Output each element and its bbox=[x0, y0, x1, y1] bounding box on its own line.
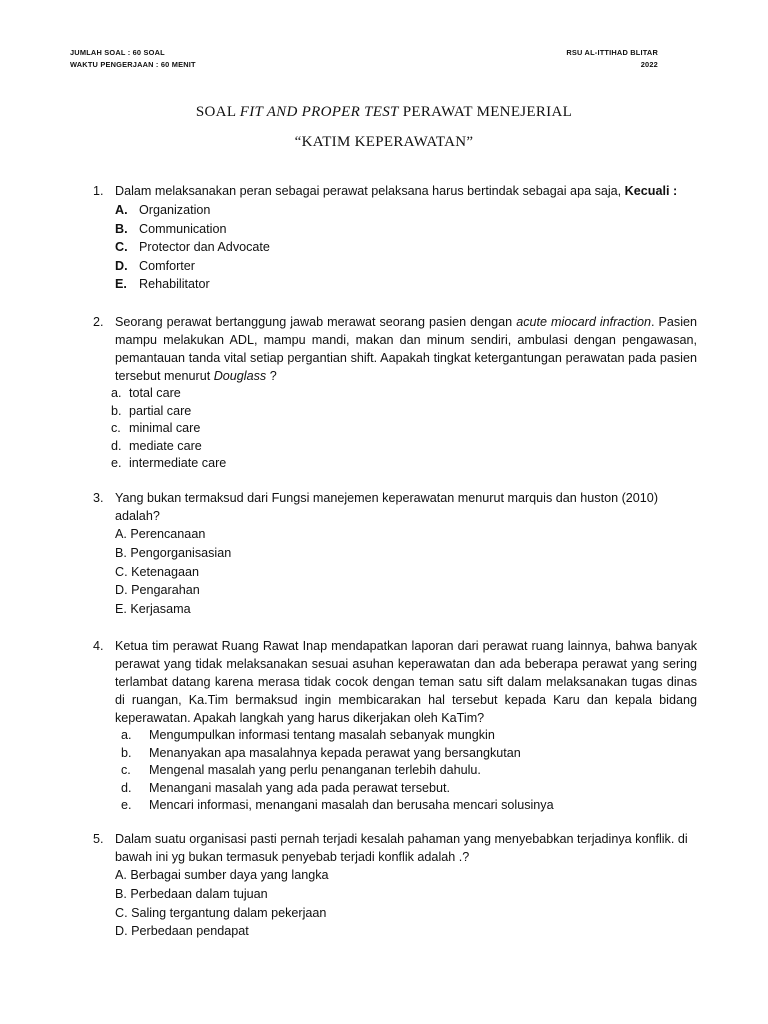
option-text: Mencari informasi, menangani masalah dan berusaha mencari solusinya bbox=[149, 798, 554, 812]
option-letter: e. bbox=[121, 798, 132, 812]
option-letter: d. bbox=[111, 438, 122, 453]
stem-italic-term: Douglass bbox=[213, 369, 267, 383]
question-3 bbox=[93, 489, 697, 619]
answer-option bbox=[115, 201, 697, 220]
answer-option: C. Ketenagaan bbox=[115, 564, 200, 579]
option-text: Mengumpulkan informasi tentang masalah sebanyak mungkin bbox=[149, 728, 495, 742]
option-letter: b. bbox=[121, 745, 132, 760]
answer-option: D. Pengarahan bbox=[115, 583, 200, 598]
option-letter: a. bbox=[111, 386, 122, 400]
option-letter: c. bbox=[111, 421, 121, 435]
option-letter: d. bbox=[121, 780, 132, 795]
document-subtitle: “KATIM KEPERAWATAN” bbox=[294, 134, 474, 150]
option-text: mediate care bbox=[129, 438, 202, 453]
answer-option bbox=[115, 727, 697, 745]
answer-options bbox=[115, 866, 697, 941]
answer-option bbox=[111, 403, 697, 421]
question-number: 3. bbox=[93, 491, 104, 505]
option-text: partial care bbox=[129, 403, 192, 418]
document-header-right bbox=[566, 47, 658, 71]
question-2 bbox=[93, 313, 697, 473]
answer-option bbox=[111, 385, 697, 403]
option-text: Menangani masalah yang ada pada perawat tersebut. bbox=[149, 780, 451, 795]
option-text: Menanyakan apa masalahnya kepada perawat yang bersangkutan bbox=[149, 745, 521, 760]
stem-italic-term: acute miocard infraction bbox=[516, 315, 651, 329]
header-duration: WAKTU PENGERJAAN : 60 MENIT bbox=[70, 60, 196, 69]
option-letter: c. bbox=[121, 763, 131, 777]
option-text: Protector dan Advocate bbox=[139, 240, 270, 255]
stem-text: Seorang perawat bertanggung jawab merawat seorang pasien dengan bbox=[115, 315, 517, 329]
answer-option: C. Saling tergantung dalam pekerjaan bbox=[115, 905, 327, 920]
option-text: Comforter bbox=[139, 258, 195, 273]
answer-option: A. Berbagai sumber daya yang langka bbox=[115, 868, 329, 882]
option-letter: b. bbox=[111, 403, 122, 418]
question-number: 2. bbox=[93, 315, 104, 329]
answer-option: A. Perencanaan bbox=[115, 527, 206, 541]
option-letter: C. bbox=[115, 240, 128, 255]
option-letter: B. bbox=[115, 221, 128, 236]
option-letter: A. bbox=[115, 203, 128, 217]
question-number: 5. bbox=[93, 832, 104, 846]
header-institution: RSU AL-ITTIHAD BLITAR bbox=[566, 48, 658, 57]
answer-option bbox=[111, 455, 697, 473]
question-number: 1. bbox=[93, 184, 104, 198]
stem-text: . Pasien mampu melakukan ADL, mampu mandi, makan dan minum sendiri, ambulasi dengan pengawasan, pemantauan tanda vital setiap pergantian shift. Aapakah tingkat ketergantungan perawatan pada pasien tersebut menurut bbox=[115, 315, 698, 383]
answer-option bbox=[115, 238, 697, 257]
option-text: total care bbox=[129, 386, 181, 400]
answer-option bbox=[111, 438, 697, 456]
option-letter: a. bbox=[121, 728, 132, 742]
answer-option bbox=[115, 257, 697, 276]
answer-option bbox=[115, 780, 697, 798]
answer-option bbox=[115, 762, 697, 780]
answer-option bbox=[115, 220, 697, 239]
answer-option: B. Perbedaan dalam tujuan bbox=[115, 886, 268, 901]
answer-options bbox=[115, 201, 697, 294]
stem-bold-text: Kecuali : bbox=[624, 184, 678, 198]
answer-option bbox=[115, 275, 697, 294]
question-stem: Ketua tim perawat Ruang Rawat Inap mendapatkan laporan dari perawat ruang lainnya, bahwa banyak perawat yang tidak melaksanakan sesuai asuhan keperawatan dan ada beberapa perawat yang sering terlambat datang karena merasa tidak cocok dengan teman satu sift dalam melaksanakan tugas dinas di ruangan, Ka.Tim bermaksud ingin membicarakan hal tersebut kepada Karu dan kepala bidang keperawatan. Apakah langkah yang harus dikerjakan oleh KaTim? bbox=[115, 639, 697, 725]
answer-options bbox=[115, 727, 697, 815]
title-suffix: PERAWAT MENEJERIAL bbox=[398, 104, 573, 120]
question-stem bbox=[115, 313, 697, 385]
answer-option: B. Pengorganisasian bbox=[115, 545, 232, 560]
title-italic: FIT AND PROPER TEST bbox=[239, 104, 399, 120]
document-title bbox=[0, 104, 768, 121]
title-prefix: SOAL bbox=[195, 104, 240, 120]
question-1 bbox=[93, 182, 697, 294]
option-text: Organization bbox=[139, 203, 211, 217]
answer-option: D. Perbedaan pendapat bbox=[115, 924, 249, 939]
question-stem: Dalam suatu organisasi pasti pernah terjadi kesalah pahaman yang menyebabkan terjadinya konflik. di bawah ini yg bukan termasuk penyebab terjadi konflik adalah .? bbox=[115, 832, 688, 864]
answer-option bbox=[115, 745, 697, 763]
answer-options bbox=[115, 525, 697, 619]
header-year: 2022 bbox=[640, 60, 658, 69]
option-text: intermediate care bbox=[129, 456, 227, 470]
question-5 bbox=[93, 830, 697, 941]
stem-text: ? bbox=[266, 369, 277, 383]
answer-options bbox=[111, 385, 697, 473]
option-letter: e. bbox=[111, 456, 122, 470]
option-text: Communication bbox=[139, 221, 227, 236]
question-number: 4. bbox=[93, 639, 104, 653]
question-stem: Yang bukan termaksud dari Fungsi manejemen keperawatan menurut marquis dan huston (2010) adalah? bbox=[115, 491, 659, 523]
option-text: minimal care bbox=[129, 421, 201, 435]
option-letter: E. bbox=[115, 277, 127, 292]
stem-text: Dalam melaksanakan peran sebagai perawat pelaksana harus bertindak sebagai apa saja, bbox=[115, 184, 625, 198]
option-text: Rehabilitator bbox=[139, 277, 210, 292]
answer-option bbox=[115, 797, 697, 815]
header-question-count: JUMLAH SOAL : 60 SOAL bbox=[70, 48, 165, 57]
question-stem bbox=[115, 182, 697, 200]
option-text: Mengenal masalah yang perlu penanganan terlebih dahulu. bbox=[149, 763, 481, 777]
option-letter: D. bbox=[115, 258, 128, 273]
document-header-left bbox=[70, 47, 196, 71]
answer-option bbox=[111, 420, 697, 438]
question-4 bbox=[93, 637, 697, 815]
answer-option: E. Kerjasama bbox=[115, 602, 191, 617]
